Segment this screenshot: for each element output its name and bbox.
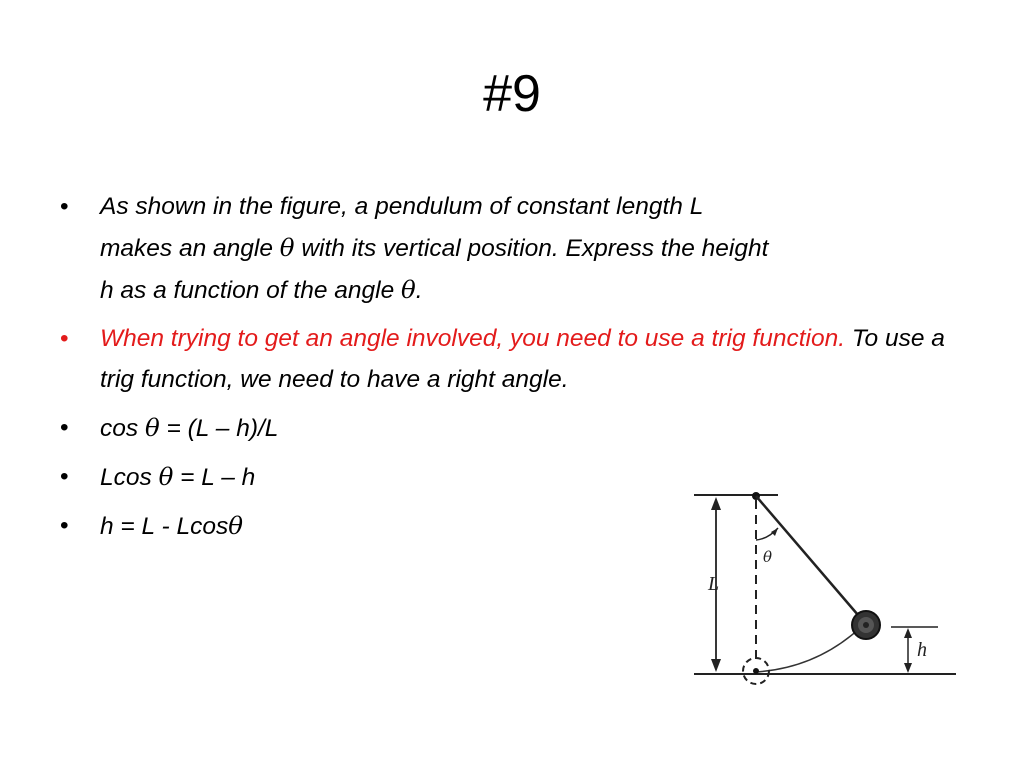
height-label: h	[917, 639, 927, 661]
bullet-item-problem	[60, 186, 960, 311]
angle-arc-arrow-icon	[771, 528, 778, 536]
length-label: L	[708, 573, 720, 595]
length-arrow-up-icon	[711, 497, 721, 510]
bullet-dot: •	[60, 193, 69, 220]
eq2-right: = L – h	[173, 464, 256, 491]
problem-text-line2a: makes an angle	[100, 235, 280, 262]
theta-label: θ	[763, 548, 773, 566]
pendulum-bob-core	[863, 622, 869, 628]
bullet-dot: •	[60, 414, 69, 441]
rest-bob-center	[753, 668, 759, 674]
slide-title: #9	[483, 65, 541, 123]
eq1-right: = (L – h)/L	[159, 415, 279, 442]
eq1-left: cos	[100, 415, 145, 442]
theta-symbol: θ	[401, 275, 416, 304]
swing-path	[756, 628, 860, 672]
length-arrow-down-icon	[711, 659, 721, 672]
problem-text-line3a: h as a function of the angle	[100, 277, 402, 304]
problem-text-period: .	[415, 277, 423, 304]
hint-black-text: To use a trig function, we need to have a right angle.	[100, 325, 945, 393]
bullet-dot: •	[60, 325, 69, 352]
eq3-text: h = L - Lcos	[100, 513, 229, 540]
theta-symbol: θ	[228, 511, 244, 540]
eq2-left: Lcos	[100, 464, 159, 491]
pendulum-figure	[686, 462, 961, 694]
pendulum-diagram	[686, 462, 961, 694]
problem-text-line1: As shown in the figure, a pendulum of constant length L	[100, 193, 704, 220]
bullet-item-equation-1	[60, 407, 960, 449]
height-arrow-down-icon	[904, 663, 912, 673]
hint-red-text: When trying to get an angle involved, you need to use a trig function.	[100, 325, 846, 352]
theta-symbol: θ	[158, 462, 174, 491]
problem-text-line2b: with its vertical position. Express the height	[294, 235, 769, 262]
theta-symbol: θ	[144, 413, 160, 442]
bullet-dot: •	[60, 463, 69, 490]
height-arrow-up-icon	[904, 628, 912, 638]
theta-symbol: θ	[279, 233, 295, 262]
bullet-item-hint	[60, 318, 960, 400]
pendulum-string	[756, 496, 864, 622]
bullet-dot: •	[60, 512, 69, 539]
